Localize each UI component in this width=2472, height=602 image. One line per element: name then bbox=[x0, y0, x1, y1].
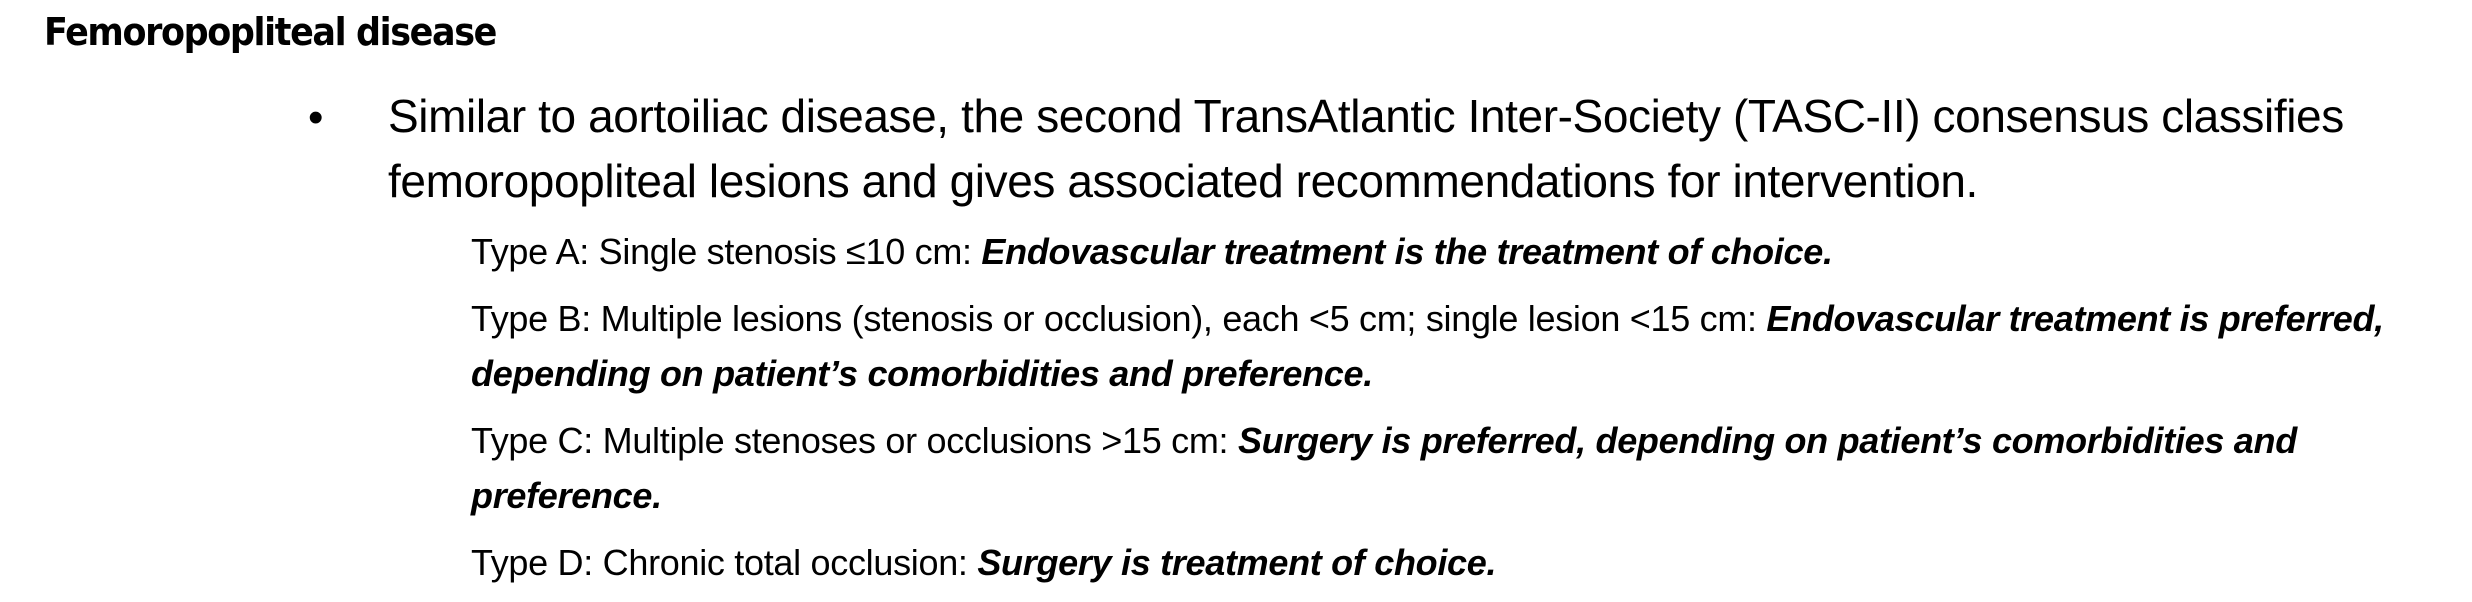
tasc-type-a bbox=[471, 224, 2421, 279]
section-heading: Femoropopliteal disease bbox=[44, 10, 496, 54]
type-description: Type A: Single stenosis ≤10 cm: bbox=[471, 231, 982, 272]
type-recommendation: Endovascular treatment is preferred, depending on patient’s comorbidities and preference. bbox=[471, 298, 2384, 394]
tasc-type-d bbox=[471, 535, 2421, 590]
type-description: Type D: Chronic total occlusion: bbox=[471, 542, 978, 583]
type-recommendation: Surgery is preferred, depending on patient’s comorbidities and preference. bbox=[471, 420, 2297, 516]
bullet-dot-icon: • bbox=[308, 93, 324, 142]
type-recommendation: Endovascular treatment is the treatment of choice. bbox=[981, 231, 1833, 272]
type-recommendation: Surgery is treatment of choice. bbox=[977, 542, 1497, 583]
tasc-type-list bbox=[471, 224, 2421, 602]
tasc-type-b bbox=[471, 291, 2421, 401]
type-description: Type B: Multiple lesions (stenosis or occlusion), each <5 cm; single lesion <15 cm: bbox=[471, 298, 1767, 339]
type-description: Type C: Multiple stenoses or occlusions >15 cm: bbox=[471, 420, 1238, 461]
bullet-text: Similar to aortoiliac disease, the second TransAtlantic Inter-Society (TASC-II) consensus classifies femoropopliteal lesions and gives associated recommendations for intervention. bbox=[388, 90, 2344, 207]
tasc-type-c bbox=[471, 413, 2421, 523]
